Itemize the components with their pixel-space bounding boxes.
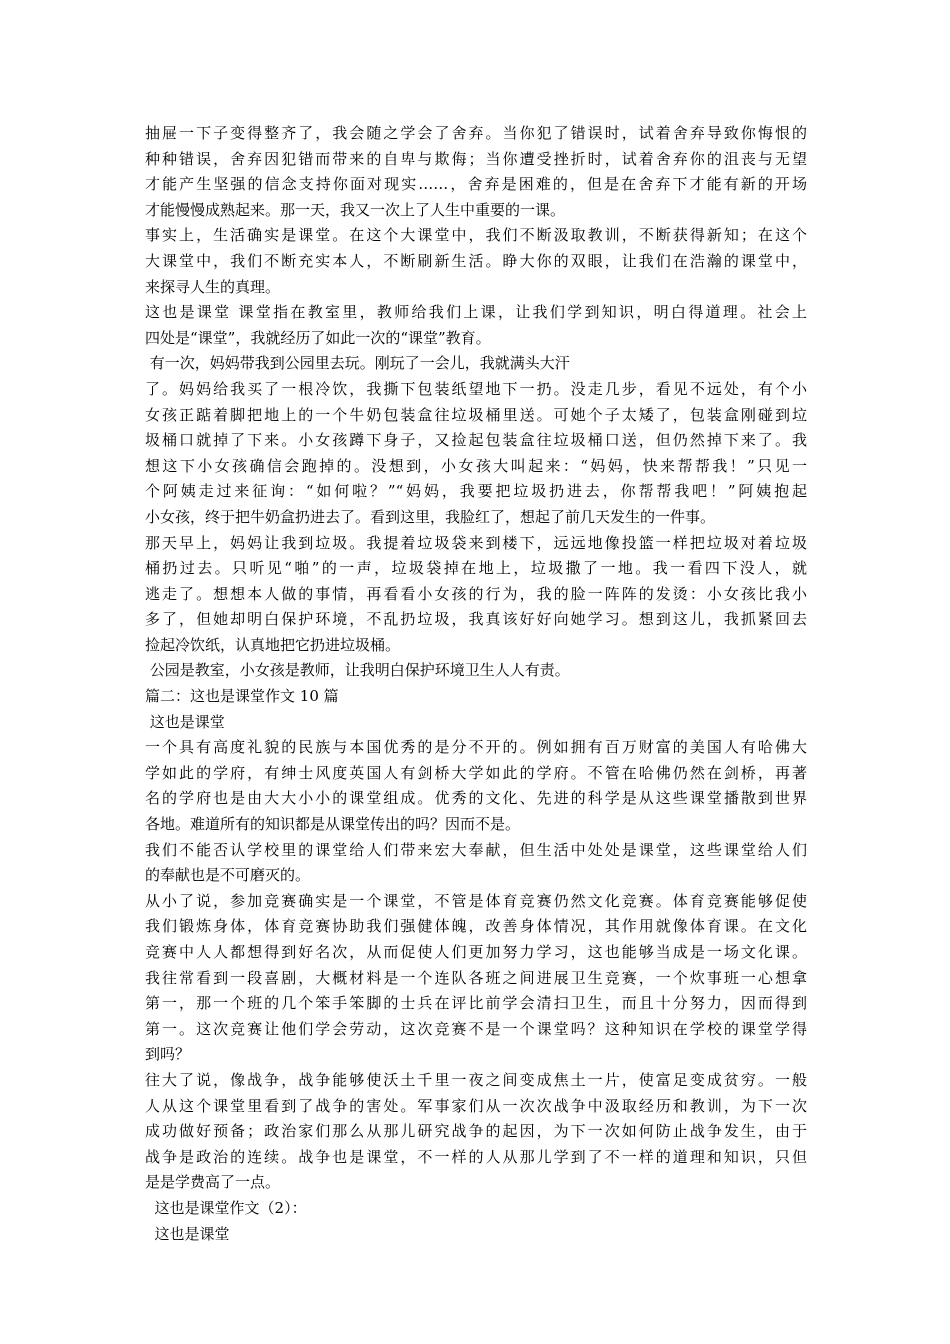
text-line: 成功做好预备；政治家们那么从那儿研究战争的起因，为下一次如何防止战争发生，由于 — [145, 1122, 807, 1141]
text-line: 抽屉一下子变得整齐了，我会随之学会了舍弃。当你犯了错误时，试着舍弃导致你悔恨的 — [145, 124, 807, 142]
text-line: 第一，那一个班的几个笨手笨脚的士兵在评比前学会清扫卫生，而且十分努力，因而得到 — [145, 994, 807, 1013]
text-line: 人从这个课堂里看到了战争的害处。军事家们从一次次战争中汲取经历和教训，为下一次 — [145, 1096, 807, 1115]
text-line: 各地。难道所有的知识都是从课堂传出的吗？因而不是。 — [145, 815, 521, 834]
text-line: 学如此的学府，有绅士风度英国人有剑桥大学如此的学府。不管在哈佛仍然在剑桥，再著 — [145, 763, 807, 782]
text-line: 这也是课堂 课堂指在教室里，教师给我们上课，让我们学到知识，明白得道理。社会上 — [145, 303, 807, 322]
text-line: 了。妈妈给我买了一根冷饮，我撕下包装纸望地下一扔。没走几步，看见不远处，有个小 — [145, 379, 807, 398]
text-line: 那天早上，妈妈让我到垃圾。我提着垃圾袋来到楼下，远远地像投篮一样把垃圾对着垃圾 — [145, 533, 807, 552]
text-line: 战争是政治的连续。战争也是课堂，不一样的人从那儿学到了不一样的道理和知识，只但 — [145, 1147, 807, 1166]
text-line: 竞赛中人人都想得到好名次，从而促使人们更加努力学习，这也能够当成是一场文化课。 — [145, 943, 807, 961]
text-line: 这也是课堂 — [145, 712, 225, 731]
text-line: 从小了说，参加竞赛确实是一个课堂，不管是体育竞赛仍然文化竞赛。体育竞赛能够促使 — [145, 891, 807, 910]
text-line: 我们锻炼身体，体育竞赛协助我们强健体魄，改善身体情况，其作用就像体育课。在文化 — [145, 917, 807, 936]
text-line: 的奉献也是不可磨灭的。 — [145, 866, 311, 885]
text-line: 女孩正踮着脚把地上的一个牛奶包装盒往垃圾桶里送。可她个子太矮了，包装盒刚碰到垃 — [145, 405, 807, 424]
text-line: 我往常看到一段喜剧，大概材料是一个连队各班之间进展卫生竞赛，一个炊事班一心想拿 — [145, 968, 807, 987]
text-line: 才能产生坚强的信念支持你面对现实……，舍弃是困难的，但是在舍弃下才能有新的开场 — [145, 175, 807, 194]
text-line: 这也是课堂 — [145, 1224, 230, 1243]
text-line: 我们不能否认学校里的课堂给人们带来宏大奉献，但生活中处处是课堂，这些课堂给人们 — [145, 840, 807, 859]
text-line: 逃走了。想想本人做的事情，再看看小女孩的行为，我的脸一阵阵的发烫：小女孩比我小 — [145, 584, 807, 603]
text-line: 来探寻人生的真理。 — [145, 277, 281, 296]
text-line: 四处是“课堂”，我就经历了如此一次的“课堂”教育。 — [145, 328, 491, 347]
text-line: 个阿姨走过来征询：“如何啦？”“妈妈，我要把垃圾扔进去，你帮帮我吧！”阿姨抱起 — [145, 482, 807, 501]
text-line: 想这下小女孩确信会跑掉的。没想到，小女孩大叫起来：“妈妈，快来帮帮我！”只见一 — [145, 456, 807, 475]
document-page — [145, 121, 807, 1247]
text-line: 事实上，生活确实是课堂。在这个大课堂中，我们不断汲取教训，不断获得新知；在这个 — [145, 226, 807, 245]
text-line: 多了，但她却明白保护环境，不乱扔垃圾，我真该好好向她学习。想到这儿，我抓紧回去 — [145, 610, 807, 629]
text-line: 才能慢慢成熟起来。那一天，我又一次上了人生中重要的一课。 — [145, 200, 566, 219]
text-line: 小女孩，终于把牛奶盒扔进去了。看到这里，我脸红了，想起了前几天发生的一件事。 — [145, 507, 716, 526]
text-line: 第一。这次竞赛让他们学会劳动，这次竞赛不是一个课堂吗？这种知识在学校的课堂学得 — [145, 1019, 807, 1038]
text-line: 大课堂中，我们不断充实本人，不断刷新生活。睁大你的双眼，让我们在浩瀚的课堂中， — [145, 251, 807, 270]
text-line: 捡起冷饮纸，认真地把它扔进垃圾桶。 — [145, 635, 401, 654]
text-line: 桶扔过去。只听见“啪”的一声，垃圾袋掉在地上，垃圾撒了一地。我一看四下没人，就 — [145, 559, 807, 578]
text-line: 圾桶口就掉了下来。小女孩蹲下身子，又捡起包装盒往垃圾桶口送，但仍然掉下来了。我 — [145, 431, 807, 450]
text-line: 往大了说，像战争，战争能够使沃土千里一夜之间变成焦土一片，使富足变成贫穷。一般 — [145, 1070, 807, 1089]
text-line: 是是学费高了一点。 — [145, 1173, 281, 1192]
text-line: 有一次，妈妈带我到公园里去玩。刚玩了一会儿，我就满头大汗 — [145, 354, 570, 373]
text-line: 名的学府也是由大大小小的课堂组成。优秀的文化、先进的科学是从这些课堂播散到世界 — [145, 789, 807, 808]
text-line: 到吗？ — [145, 1045, 191, 1064]
text-line: 这也是课堂作文（2）： — [145, 1198, 307, 1217]
text-line: 种种错误，舍弃因犯错而带来的自卑与欺侮；当你遭受挫折时，试着舍弃你的沮丧与无望 — [145, 149, 807, 168]
text-line: 一个具有高度礼貌的民族与本国优秀的是分不开的。例如拥有百万财富的美国人有哈佛大 — [145, 738, 807, 757]
text-line: 篇二：这也是课堂作文 10 篇 — [145, 687, 339, 706]
text-line: 公园是教室，小女孩是教师，让我明白保护环境卫生人人有责。 — [145, 661, 570, 680]
